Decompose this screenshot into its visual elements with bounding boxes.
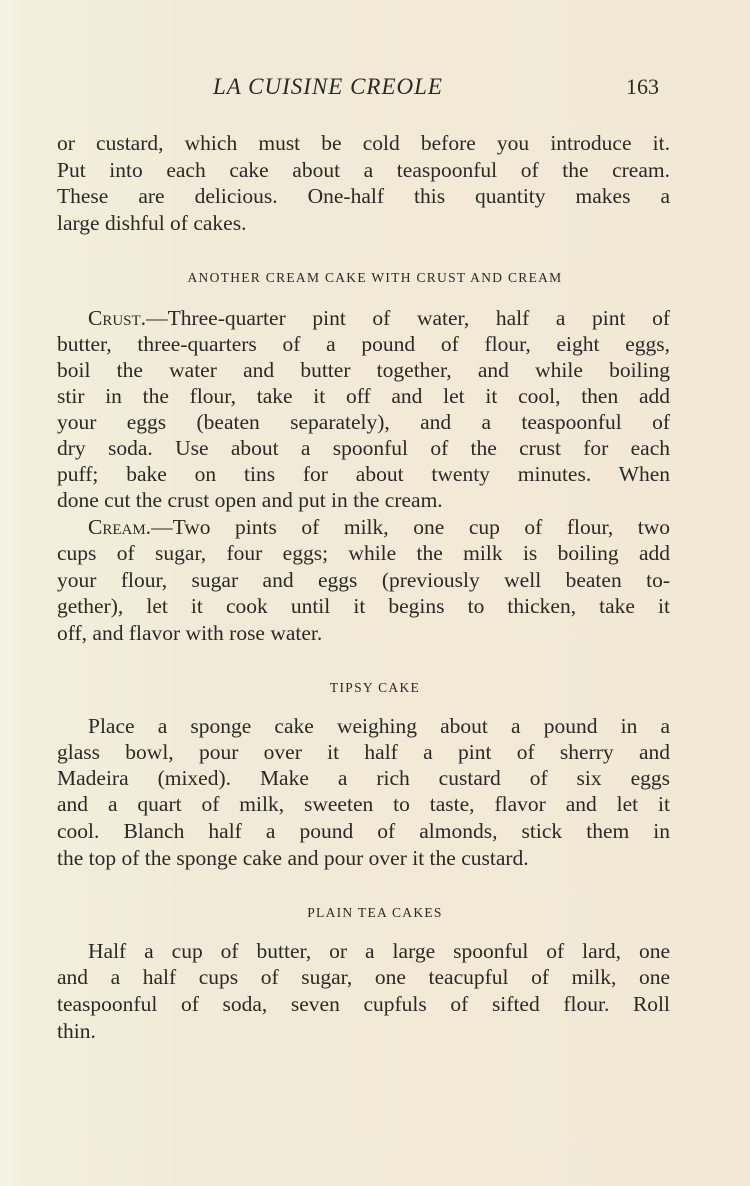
text-line: done cut the crust open and put in the cream. xyxy=(57,488,443,512)
text-line: stir in the flour, take it off and let it cool, then add xyxy=(57,384,670,408)
text-line: Madeira (mixed). Make a rich custard of six eggs xyxy=(57,766,670,790)
text-line: and a half cups of sugar, one teacupful of milk, one xyxy=(57,965,670,989)
text-line: thin. xyxy=(57,1019,96,1043)
section-heading: PLAIN TEA CAKES xyxy=(307,905,443,920)
text-line: off, and flavor with rose water. xyxy=(57,621,323,645)
text-line: and a quart of milk, sweeten to taste, flavor and let it xyxy=(57,792,670,816)
text-line: large dishful of cakes. xyxy=(57,211,247,235)
text-line: dry soda. Use about a spoonful of the crust for each xyxy=(57,436,670,460)
crust-label: Crust. xyxy=(88,306,147,330)
text-line xyxy=(88,305,670,331)
text-line-content: —Two pints of milk, one cup of flour, two xyxy=(151,515,670,539)
text-line: Put into each cake about a teaspoonful of the cream. xyxy=(57,158,670,182)
text-line: butter, three-quarters of a pound of flour, eight eggs, xyxy=(57,332,670,356)
text-line: puff; bake on tins for about twenty minutes. When xyxy=(57,462,670,486)
text-line: cool. Blanch half a pound of almonds, stick them in xyxy=(57,819,670,843)
section-heading: ANOTHER CREAM CAKE WITH CRUST AND CREAM xyxy=(187,270,563,285)
text-line: your flour, sugar and eggs (previously well beaten to- xyxy=(57,568,670,592)
text-line: gether), let it cook until it begins to thicken, take it xyxy=(57,594,670,618)
text-line-content: —Three-quarter pint of water, half a pint of xyxy=(146,306,670,330)
text-line xyxy=(88,514,670,540)
page-header xyxy=(0,74,750,104)
text-line: Place a sponge cake weighing about a pound in a xyxy=(88,714,670,738)
text-line: or custard, which must be cold before you introduce it. xyxy=(57,131,670,155)
text-line: These are delicious. One-half this quantity makes a xyxy=(57,184,670,208)
text-line: the top of the sponge cake and pour over it the custard. xyxy=(57,846,529,870)
text-line: glass bowl, pour over it half a pint of sherry and xyxy=(57,740,670,764)
text-line: teaspoonful of soda, seven cupfuls of sifted flour. Roll xyxy=(57,992,670,1016)
page-number: 163 xyxy=(626,74,659,99)
text-line: Half a cup of butter, or a large spoonful of lard, one xyxy=(88,939,670,963)
text-line: cups of sugar, four eggs; while the milk is boiling add xyxy=(57,541,670,565)
section-heading: TIPSY CAKE xyxy=(329,680,421,695)
text-line: your eggs (beaten separately), and a teaspoonful of xyxy=(57,410,670,434)
running-title: LA CUISINE CREOLE xyxy=(213,74,443,99)
text-line: boil the water and butter together, and while boiling xyxy=(57,358,670,382)
cream-label: Cream. xyxy=(88,515,152,539)
